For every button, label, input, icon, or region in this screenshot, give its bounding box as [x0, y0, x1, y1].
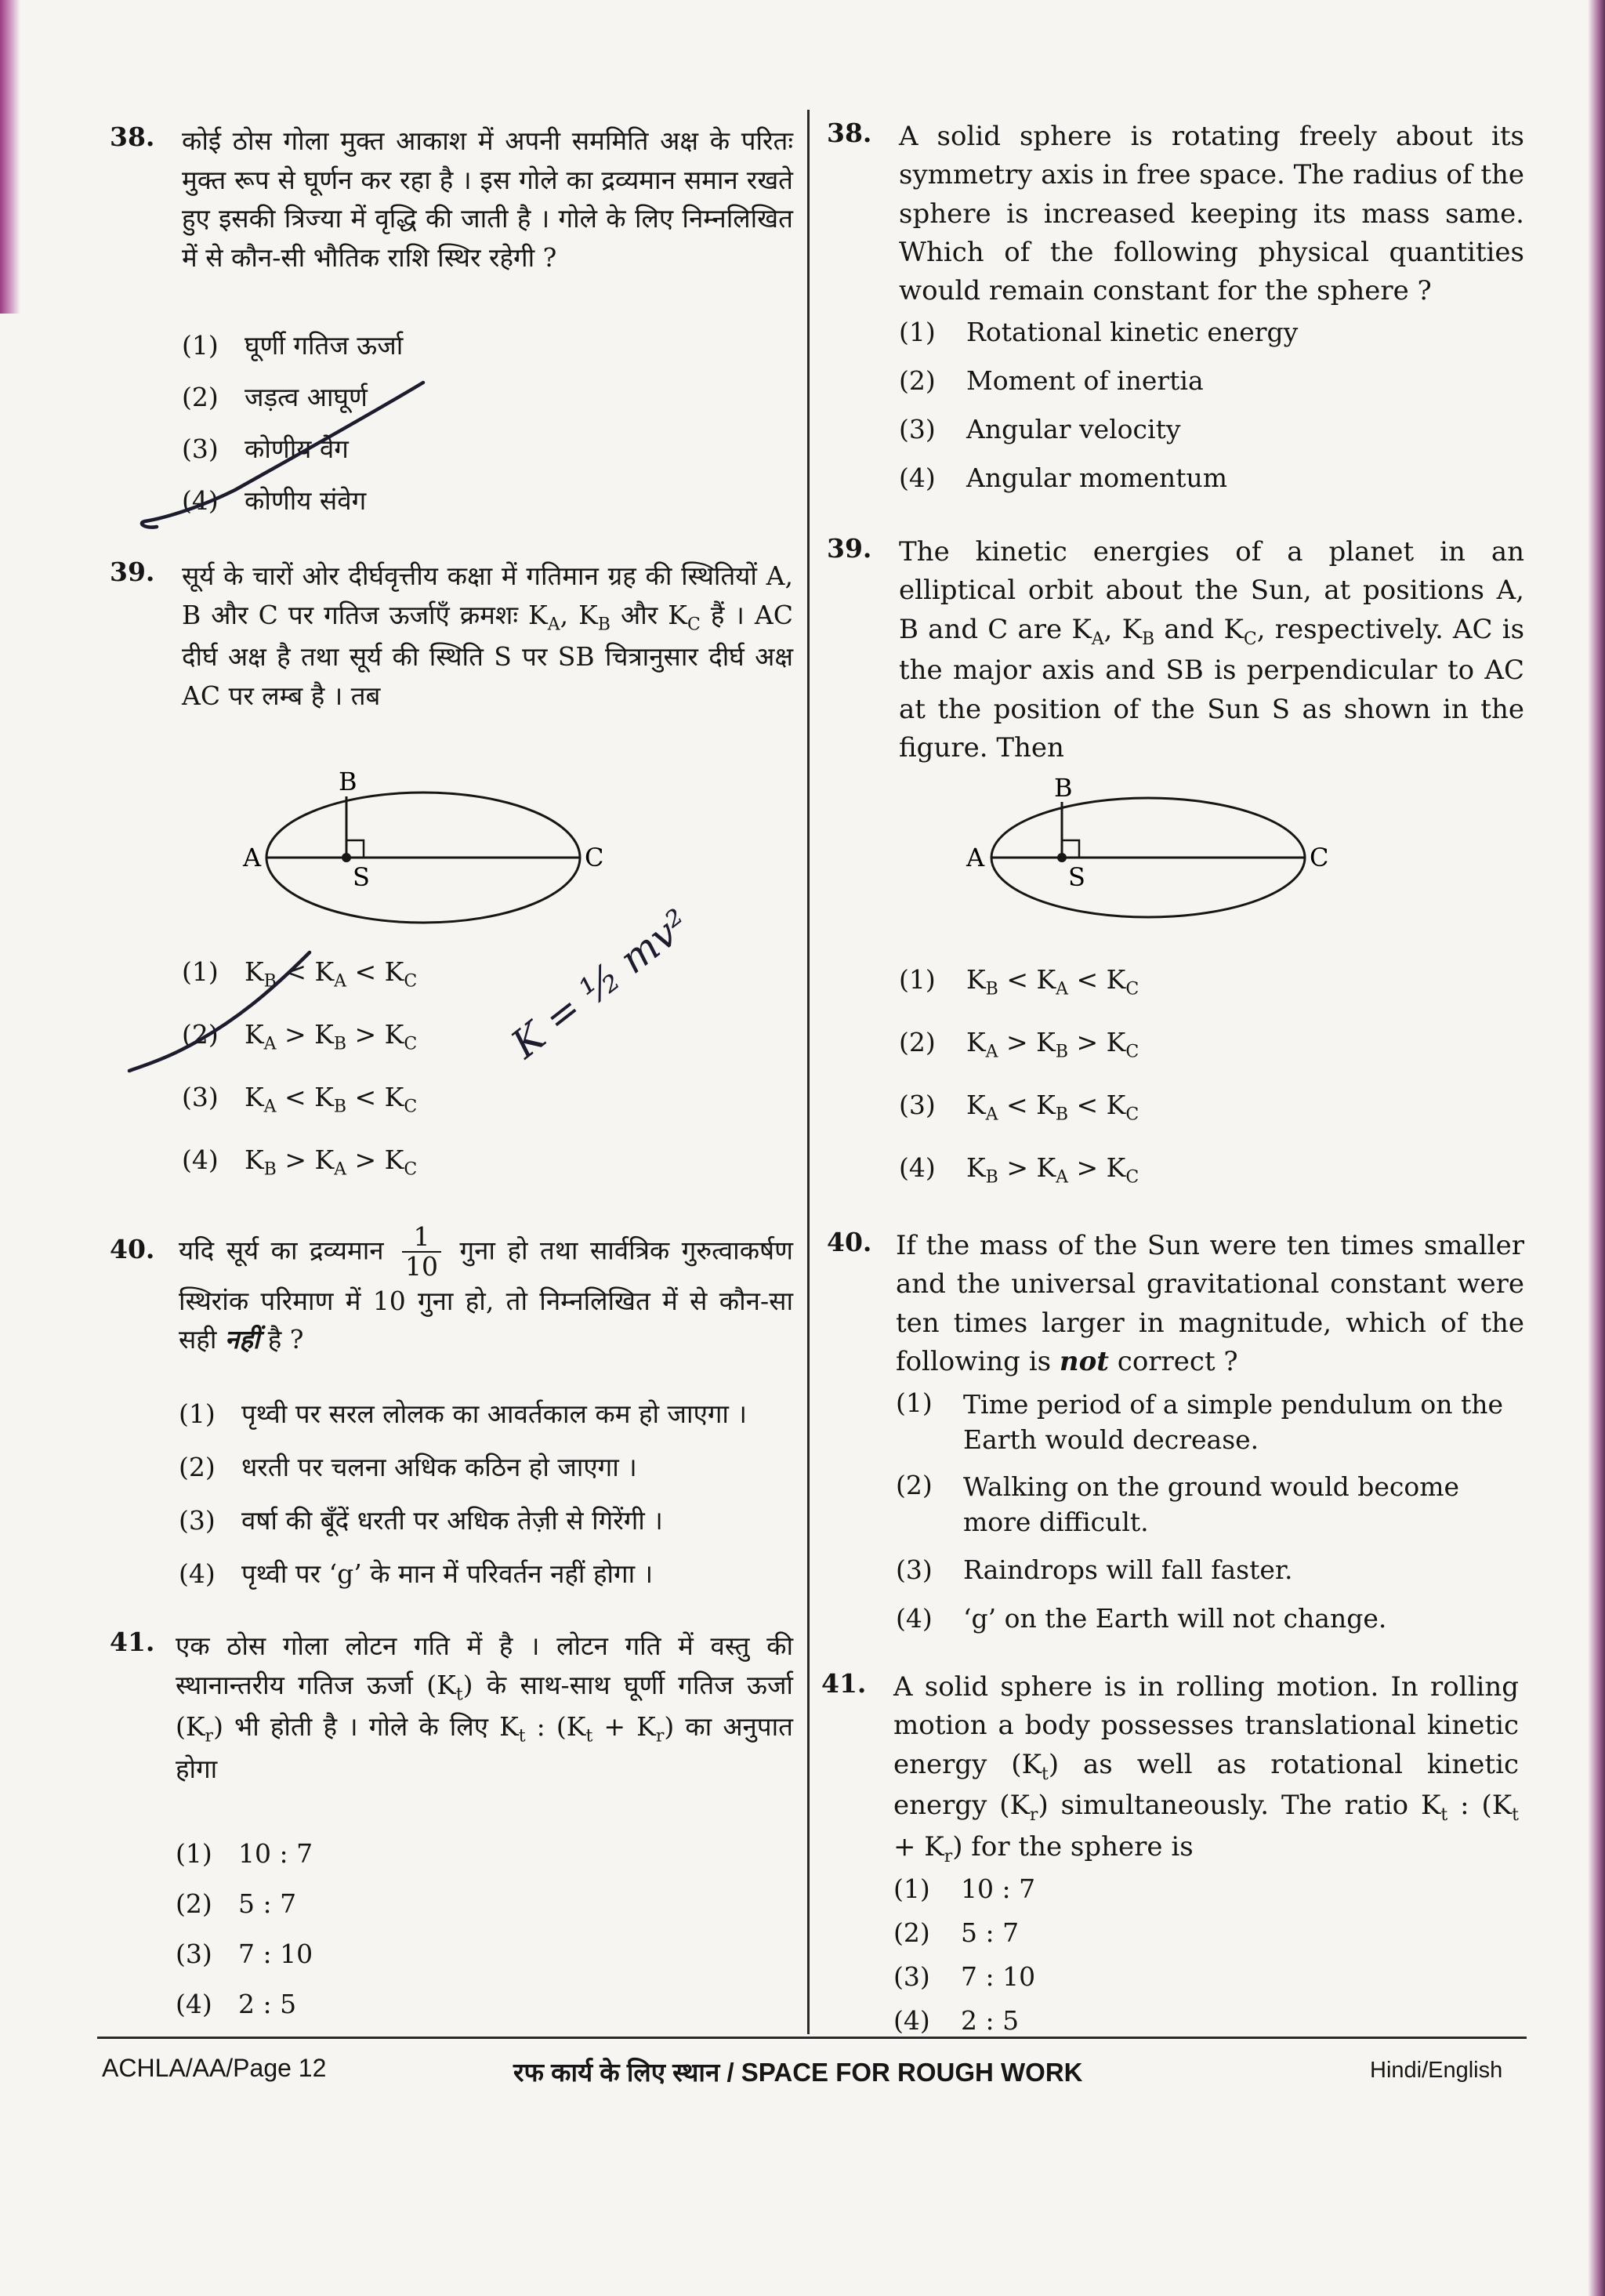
question-number: 40.: [827, 1227, 872, 1257]
option-3: (3) वर्षा की बूँदें धरती पर अधिक तेज़ी से गिरेंगी ।: [179, 1505, 663, 1536]
option-1: (1) Rotational kinetic energy: [899, 317, 1299, 347]
question-text: A solid sphere is rotating freely about its symmetry axis in free space. The radius of the sphere is increased keeping its mass same. Which of the following physical quantities would remain constant for the sphere ?: [899, 121, 1524, 307]
option-3: (3) Raindrops will fall faster.: [896, 1554, 1293, 1585]
option-4: (4) कोणीय संवेग: [182, 485, 367, 516]
ellipse-orbit-figure: [235, 768, 603, 949]
option-1: (1) $K_B < K_A < K_C$: [182, 956, 418, 992]
option-3: (3) $K_A < K_B < K_C$: [182, 1082, 418, 1117]
question-number: 41.: [110, 1627, 155, 1657]
option-1: (1) $K_B < K_A < K_C$: [899, 964, 1139, 999]
question-40-english: [827, 1227, 1532, 1634]
option-4: (4) ‘g’ on the Earth will not change.: [896, 1603, 1387, 1634]
question-number: 39.: [827, 533, 872, 564]
footer-rule: [97, 2037, 1527, 2039]
option-2: (2) जड़त्व आघूर्ण: [182, 382, 368, 412]
option-1: (1) 10 : 7: [893, 1873, 1036, 1904]
label-c: C: [585, 843, 603, 872]
option-2: (2) धरती पर चलना अधिक कठिन हो जाएगा ।: [179, 1452, 637, 1482]
footer-rough-work: रफ कार्य के लिए स्थान / SPACE FOR ROUGH WORK: [513, 2058, 1083, 2087]
option-2: (2) $K_A > K_B > K_C$: [182, 1019, 418, 1054]
question-39-english: [827, 533, 1532, 1192]
ellipse-orbit-figure: [960, 776, 1328, 941]
option-1: (1) 10 : 7: [176, 1838, 313, 1869]
question-text: एक ठोस गोला लोटन गति में है । लोटन गति में वस्तु की स्थानान्तरीय गतिज ऊर्जा $(K_t)$ के साथ-साथ घूर्णी गतिज ऊर्जा $(K_r)$ भी होती है । गोले के लिए $K_t$ : $(K_t + K_r)$ का अनुपात होगा: [176, 1630, 793, 1784]
option-1: (1) घूर्णी गतिज ऊर्जा: [182, 330, 404, 361]
option-4: (4) Angular momentum: [899, 462, 1227, 493]
option-4: (4) 2 : 5: [176, 1989, 297, 2019]
label-c: C: [1310, 843, 1328, 872]
option-4: (4) $K_B > K_A > K_C$: [899, 1152, 1139, 1188]
question-text: यदि सूर्य का द्रव्यमान $\frac{1}{10}$ गुना हो तथा सार्वत्रिक गुरुत्वाकर्षण स्थिरांक परिमाण में 10 गुना हो, तो निम्नलिखित में से कौन-सा सही नहीं है ?: [179, 1221, 793, 1355]
question-text: कोई ठोस गोला मुक्त आकाश में अपनी सममिति अक्ष के परितः मुक्त रूप से घूर्णन कर रहा है । इस गोले का द्रव्यमान समान रखते हुए इसकी त्रिज्या में वृद्धि की जाती है । गोले के लिए निम्नलिखित में से कौन-सी भौतिक राशि स्थिर रहेगी ?: [182, 125, 793, 273]
question-number: 39.: [110, 557, 155, 587]
footer-page-code: ACHLA/AA/Page 12: [102, 2054, 327, 2082]
question-39-hindi: [110, 557, 807, 1184]
question-41-hindi: [110, 1627, 807, 2034]
label-s: S: [1068, 862, 1085, 892]
option-2: (2) 5 : 7: [176, 1888, 297, 1919]
label-b: B: [1054, 776, 1073, 803]
label-a: A: [966, 843, 985, 872]
question-38-english: [827, 118, 1532, 510]
question-41-english: [821, 1668, 1534, 2044]
question-text: The kinetic energies of a planet in an elliptical orbit about the Sun, at positions A, B and C are $K_A$, $K_B$ and $K_C$, respectively. AC is the major axis and SB is perpendicular to AC at the position of the Sun S as shown in the figure. Then: [899, 536, 1525, 764]
label-a: A: [243, 843, 262, 872]
footer-language: Hindi/English: [1370, 2058, 1503, 2083]
handwritten-ke-note: K = ½ mv²: [502, 900, 699, 1068]
page-edge-stain: [0, 0, 20, 314]
option-2: (2) Walking on the ground would become more difficult.: [896, 1470, 1460, 1537]
question-38-hindi: [110, 122, 807, 529]
option-4: (4) 2 : 5: [893, 2005, 1020, 2036]
question-40-hindi: [110, 1223, 807, 1591]
option-4: (4) $K_B > K_A > K_C$: [182, 1144, 418, 1180]
option-3: (3) 7 : 10: [176, 1939, 313, 1969]
option-2: (2) $K_A > K_B > K_C$: [899, 1027, 1139, 1062]
question-number: 41.: [821, 1668, 867, 1699]
option-3: (3) $K_A < K_B < K_C$: [899, 1090, 1139, 1125]
option-4: (4) पृथ्वी पर ‘g’ के मान में परिवर्तन नहीं होगा ।: [179, 1558, 654, 1589]
question-text: सूर्य के चारों ओर दीर्घवृत्तीय कक्षा में गतिमान ग्रह की स्थितियों A, B और C पर गतिज ऊर्जाएँ क्रमशः $K_A$, $K_B$ और $K_C$ हैं । AC दीर्घ अक्ष है तथा सूर्य की स्थिति S पर SB चित्रानुसार दीर्घ अक्ष AC पर लम्ब है । तब: [182, 560, 793, 711]
option-3: (3) Angular velocity: [899, 414, 1181, 444]
option-1: (1) Time period of a simple pendulum on the Earth would decrease.: [896, 1387, 1504, 1455]
page-edge-stain: [1588, 0, 1605, 2296]
question-number: 38.: [110, 122, 155, 152]
question-text: If the mass of the Sun were ten times smaller and the universal gravitational constant were ten times larger in magnitude, which of the following is not correct ?: [896, 1230, 1524, 1377]
label-b: B: [339, 768, 357, 796]
label-s: S: [353, 862, 370, 892]
option-1: (1) पृथ्वी पर सरल लोलक का आवर्तकाल कम हो जाएगा ।: [179, 1398, 747, 1429]
question-number: 40.: [110, 1234, 155, 1264]
option-2: (2) 5 : 7: [893, 1917, 1020, 1948]
option-3: (3) 7 : 10: [893, 1961, 1036, 1992]
option-3: (3) कोणीय वेग: [182, 433, 349, 464]
option-2: (2) Moment of inertia: [899, 365, 1204, 396]
question-text: A solid sphere is in rolling motion. In rolling motion a body possesses translational kinetic energy $(K_t)$ as well as rotational kinetic energy $(K_r)$ simultaneously. The ratio $K_t$ : $(K_t + K_r)$ for the sphere is: [893, 1671, 1519, 1866]
question-number: 38.: [827, 118, 872, 148]
column-divider: [807, 110, 810, 2034]
